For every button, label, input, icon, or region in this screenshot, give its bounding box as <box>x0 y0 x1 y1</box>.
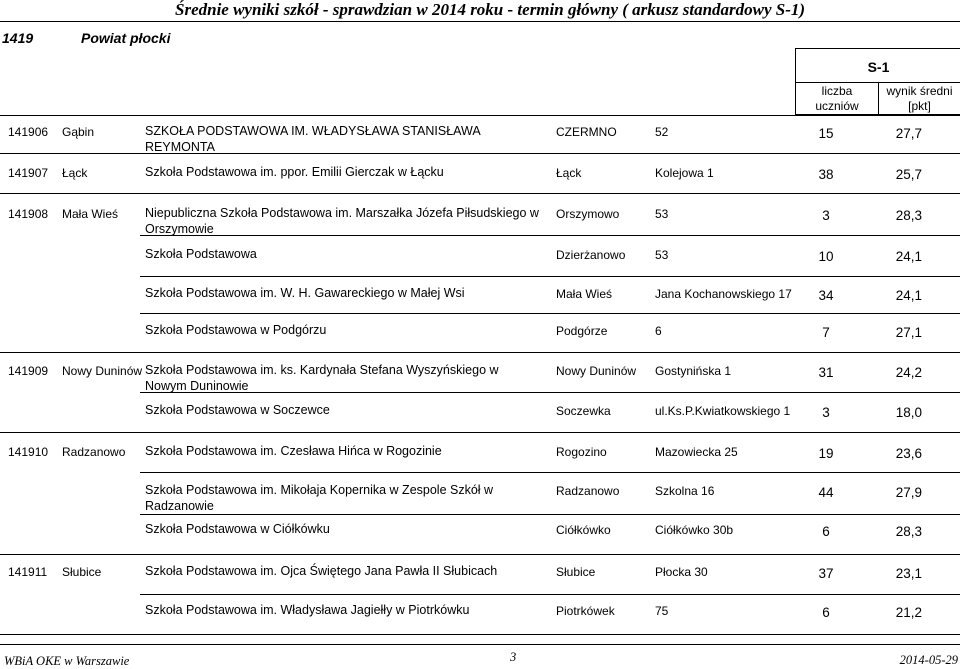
average-score-cell: 28,3 <box>895 208 922 223</box>
student-count-cell: 34 <box>818 288 834 303</box>
row-divider <box>0 554 960 555</box>
average-score-cell: 27,1 <box>895 325 922 340</box>
student-count-cell: 38 <box>818 167 834 182</box>
district-code: 1419 <box>2 30 34 46</box>
score-header <box>878 84 960 114</box>
town-cell: CZERMNO <box>556 125 617 139</box>
average-score-cell: 24,1 <box>895 249 922 264</box>
district-name: Powiat płocki <box>81 30 171 46</box>
town-cell: Nowy Duninów <box>556 364 637 378</box>
address-cell: 53 <box>655 207 669 221</box>
student-count-cell: 3 <box>822 405 830 420</box>
code-cell: 141911 <box>8 565 48 579</box>
page-number: 3 <box>510 650 517 664</box>
average-score-cell: 23,6 <box>895 446 922 461</box>
row-divider <box>0 193 960 194</box>
school-cell: Szkoła Podstawowa im. ppor. Emilii Gierczak w Łącku <box>145 165 444 179</box>
school-cell: Szkoła Podstawowa w Podgórzu <box>145 323 327 337</box>
town-cell: Rogozino <box>556 445 607 459</box>
address-cell: 6 <box>655 324 662 338</box>
score-header-line-1: wynik średni <box>886 84 953 98</box>
student-count-cell: 6 <box>822 524 830 539</box>
address-cell: ul.Ks.P.Kwiatkowskiego 1 <box>655 404 791 418</box>
address-cell: Mazowiecka 25 <box>655 445 738 459</box>
school-cell: SZKOŁA PODSTAWOWA IM. WŁADYSŁAWA STANISŁAWA REYMONTA <box>145 124 481 154</box>
row-divider <box>0 432 960 433</box>
average-score-cell: 24,2 <box>895 365 922 380</box>
town-cell: Orszymowo <box>556 207 620 221</box>
student-count-cell: 7 <box>822 325 830 340</box>
code-cell: 141907 <box>8 166 49 180</box>
school-cell: Szkoła Podstawowa im. Władysława Jagiełły w Piotrkówku <box>145 603 470 617</box>
school-cell: Szkoła Podstawowa im. Ojca Świętego Jana Pawła II Słubicach <box>145 564 498 578</box>
code-cell: 141908 <box>8 207 49 221</box>
average-score-cell: 25,7 <box>895 167 922 182</box>
gmina-cell: Nowy Duninów <box>62 364 143 378</box>
count-header-line-1: liczba <box>821 84 853 98</box>
town-cell: Łąck <box>556 166 582 180</box>
school-cell: Szkoła Podstawowa w Ciółkówku <box>145 522 330 536</box>
town-cell: Soczewka <box>556 404 611 418</box>
school-cell: Szkoła Podstawowa w Soczewce <box>145 403 330 417</box>
row-divider <box>140 472 960 473</box>
address-cell: Gostynińska 1 <box>655 364 732 378</box>
school-cell: Szkoła Podstawowa im. Czesława Hińca w Rogozinie <box>145 444 442 458</box>
school-cell: Szkoła Podstawowa im. Mikołaja Kopernika w Zespole Szkół w Radzanowie <box>145 483 494 513</box>
address-cell: Kolejowa 1 <box>655 166 714 180</box>
code-cell: 141910 <box>8 445 49 459</box>
town-cell: Słubice <box>556 565 596 579</box>
town-cell: Podgórze <box>556 324 608 338</box>
student-count-cell: 6 <box>822 605 830 620</box>
town-cell: Piotrkówek <box>556 604 615 618</box>
row-divider <box>140 514 960 515</box>
row-divider <box>0 115 960 116</box>
student-count-cell: 37 <box>818 566 834 581</box>
address-cell: Jana Kochanowskiego 17 <box>655 287 792 301</box>
average-score-cell: 18,0 <box>895 405 922 420</box>
row-divider <box>140 313 960 314</box>
student-count-cell: 31 <box>818 365 834 380</box>
column-header <box>795 48 960 115</box>
footer-institution: WBiA OKE w Warszawie <box>4 654 130 668</box>
code-cell: 141906 <box>8 125 49 139</box>
gmina-cell: Radzanowo <box>62 445 126 459</box>
gmina-cell: Łąck <box>62 166 88 180</box>
student-count-cell: 10 <box>818 249 834 264</box>
average-score-cell: 27,9 <box>895 485 922 500</box>
footer-divider <box>0 644 960 645</box>
address-cell: Ciółkówko 30b <box>655 523 734 537</box>
address-cell: 75 <box>655 604 669 618</box>
town-cell: Mała Wieś <box>556 287 613 301</box>
address-cell: 52 <box>655 125 669 139</box>
row-divider <box>140 594 960 595</box>
row-divider <box>0 634 960 635</box>
town-cell: Radzanowo <box>556 484 620 498</box>
student-count-cell: 3 <box>822 208 830 223</box>
page-title: Średnie wyniki szkół - sprawdzian w 2014 roku - termin główny ( arkusz standardowy S-1) <box>175 0 806 19</box>
student-count-cell: 15 <box>818 126 834 141</box>
student-count-cell: 19 <box>818 446 834 461</box>
average-score-cell: 23,1 <box>895 566 922 581</box>
student-count-cell: 44 <box>818 485 834 500</box>
score-header-line-2: [pkt] <box>908 99 931 113</box>
title-divider <box>0 21 960 22</box>
town-cell: Ciółkówko <box>556 523 611 537</box>
address-cell: Płocka 30 <box>655 565 708 579</box>
town-cell: Dzierżanowo <box>556 248 626 262</box>
gmina-cell: Słubice <box>62 565 102 579</box>
count-header-line-2: uczniów <box>815 99 859 113</box>
average-score-cell: 24,1 <box>895 288 922 303</box>
address-cell: 53 <box>655 248 669 262</box>
school-cell: Szkoła Podstawowa im. ks. Kardynała Stefana Wyszyńskiego w Nowym Duninowie <box>145 363 499 393</box>
row-divider <box>140 276 960 277</box>
average-score-cell: 27,7 <box>895 126 922 141</box>
footer-date: 2014-05-29 <box>899 653 958 667</box>
average-score-cell: 21,2 <box>895 605 922 620</box>
school-cell: Szkoła Podstawowa <box>145 247 257 261</box>
school-cell: Szkoła Podstawowa im. W. H. Gawareckiego w Małej Wsi <box>145 286 465 300</box>
gmina-cell: Mała Wieś <box>62 207 119 221</box>
row-divider <box>0 352 960 353</box>
gmina-cell: Gąbin <box>62 125 95 139</box>
address-cell: Szkolna 16 <box>655 484 715 498</box>
school-cell: Niepubliczna Szkoła Podstawowa im. Marszałka Józefa Piłsudskiego w Orszymowie <box>145 206 539 236</box>
exam-header: S-1 <box>867 59 890 75</box>
count-header <box>796 84 878 114</box>
code-cell: 141909 <box>8 364 49 378</box>
average-score-cell: 28,3 <box>895 524 922 539</box>
